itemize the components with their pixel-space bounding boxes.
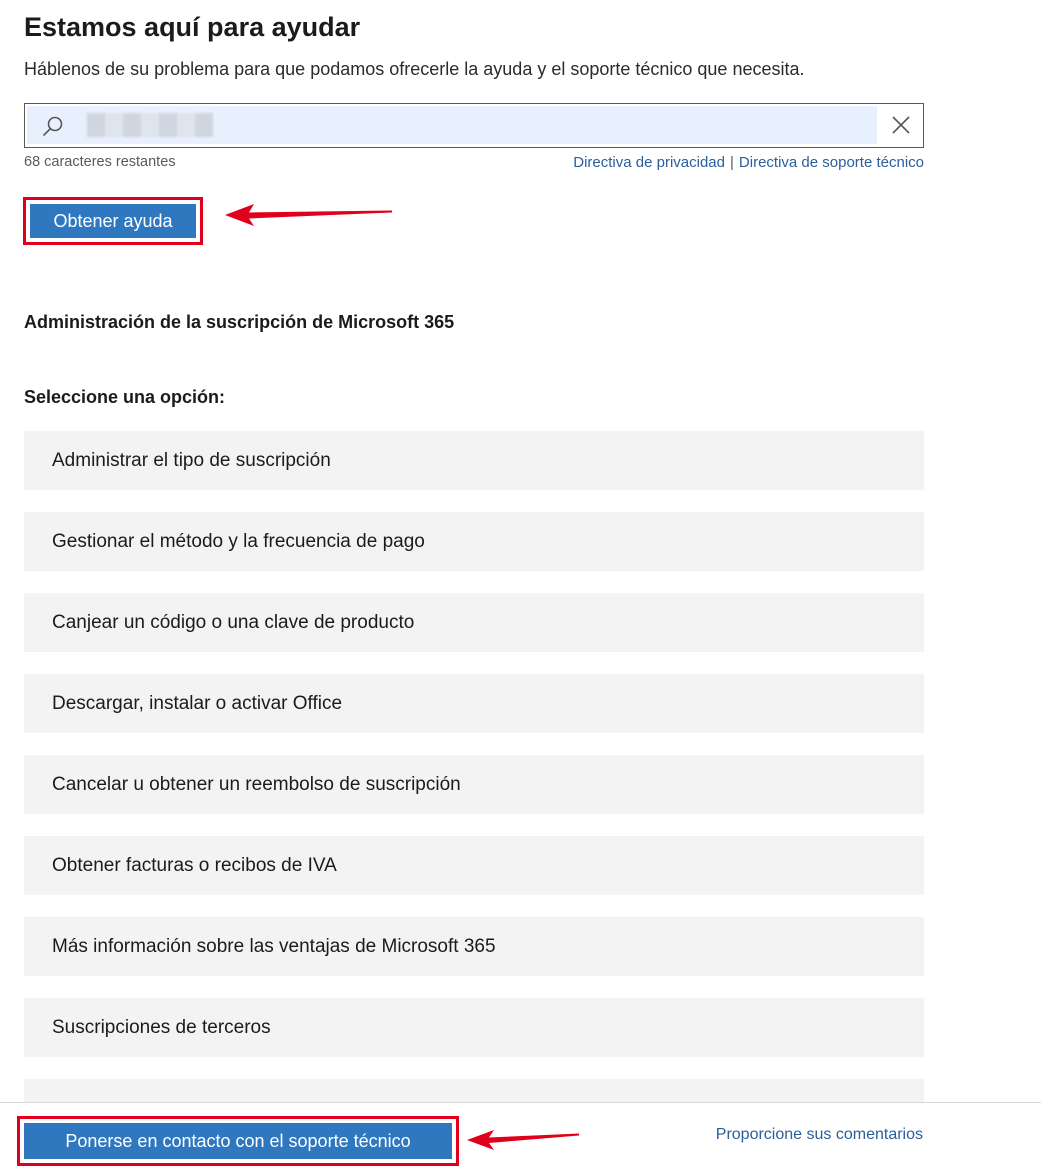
support-policy-link[interactable]: Directiva de soporte técnico [738, 154, 924, 171]
page-title: Estamos aquí para ayudar [24, 12, 361, 42]
feedback-link[interactable]: Proporcione sus comentarios [715, 1126, 923, 1143]
link-separator: | [730, 154, 734, 171]
options-label: Seleccione una opción: [24, 387, 226, 407]
page-subtitle: Háblenos de su problema para que podamos ofrecerle la ayuda y el soporte técnico que necesita. [24, 59, 805, 79]
search-box[interactable] [24, 103, 924, 148]
options-list [24, 431, 924, 1160]
section-title: Administración de la suscripción de Microsoft 365 [24, 312, 455, 332]
characters-remaining: 68 caracteres restantes [24, 154, 176, 170]
option-item[interactable]: Descargar, instalar o activar Office [24, 674, 924, 733]
option-item[interactable]: Obtener facturas o recibos de IVA [24, 836, 924, 895]
option-item[interactable]: Más información sobre las ventajas de Microsoft 365 [24, 917, 924, 976]
contact-support-button[interactable]: Ponerse en contacto con el soporte técnico [24, 1123, 452, 1159]
policy-links [573, 154, 924, 171]
get-help-button[interactable]: Obtener ayuda [30, 204, 196, 238]
option-item[interactable]: Canjear un código o una clave de producto [24, 593, 924, 652]
search-icon [41, 114, 65, 138]
arrow-left-icon [464, 1124, 584, 1154]
option-item[interactable]: Suscripciones de terceros [24, 998, 924, 1057]
option-item[interactable]: Administrar el tipo de suscripción [24, 431, 924, 490]
option-item[interactable]: Gestionar el método y la frecuencia de pago [24, 512, 924, 571]
arrow-left-icon [222, 200, 397, 230]
option-item[interactable]: Cancelar u obtener un reembolso de suscripción [24, 755, 924, 814]
search-input[interactable] [85, 110, 875, 140]
privacy-policy-link[interactable]: Directiva de privacidad [573, 154, 725, 171]
close-icon[interactable] [889, 113, 913, 137]
